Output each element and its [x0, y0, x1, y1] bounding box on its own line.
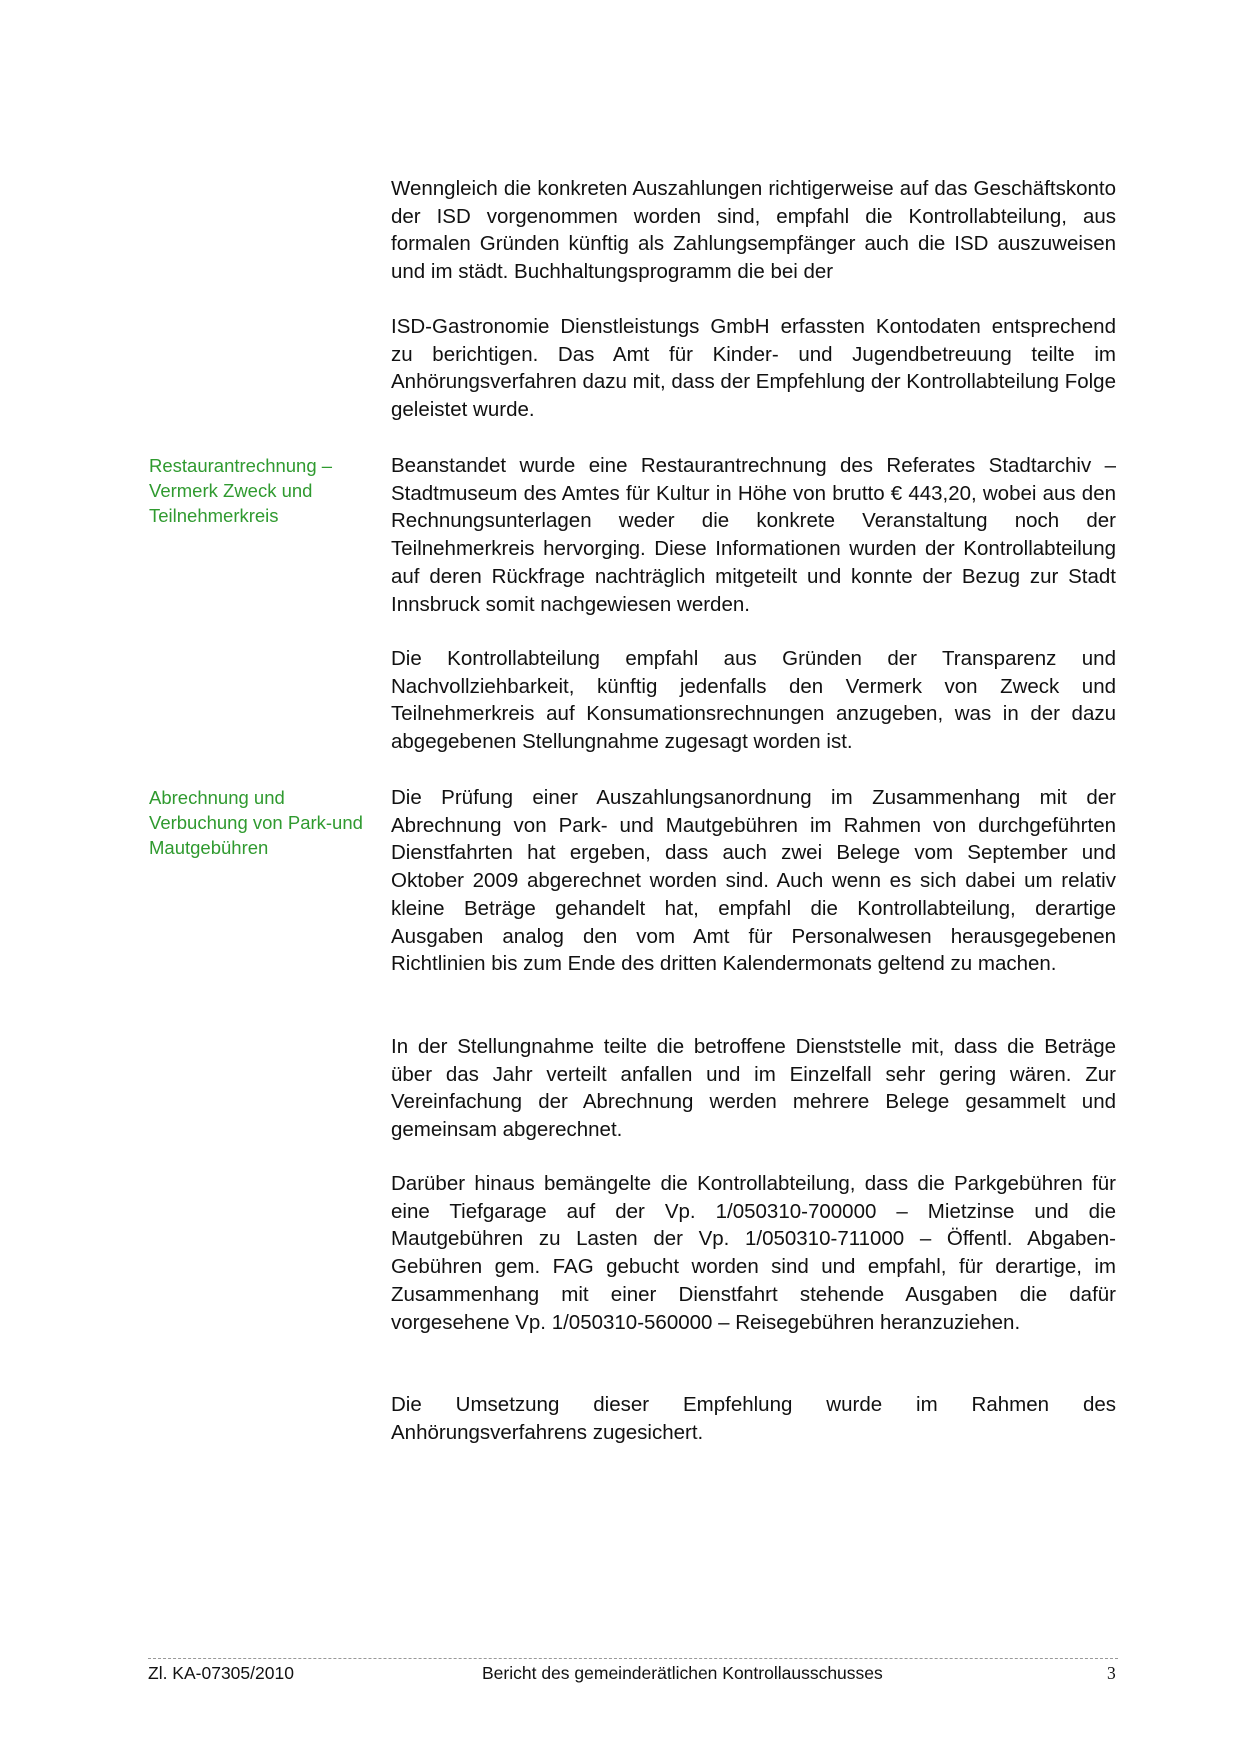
page-number: 3 — [1107, 1663, 1116, 1683]
paragraph: Beanstandet wurde eine Restaurantrechnung des Referates Stadtarchiv – Stadtmuseum des Amtes für Kultur in Höhe von brutto € 443,20, wobei aus den Rechnungsunterlagen weder die konkrete Veranstaltung noch der Teilnehmerkreis hervorging. Diese Informationen wurden der Kontrollabteilung auf deren Rückfrage nachträglich mitgeteilt und konnte der Bezug zur Stadt Innsbruck somit nachgewiesen werden. — [391, 454, 1116, 616]
paragraph: In der Stellungnahme teilte die betroffene Dienststelle mit, dass die Beträge über das Jahr verteilt anfallen und im Einzelfall sehr gering wären. Zur Vereinfachung der Abrechnung werden mehrere Belege gesammelt und gemeinsam abgerechnet. — [391, 1035, 1116, 1142]
side-heading-park-fees: Abrechnung und Verbuchung von Park-und Mautgebühren — [149, 787, 363, 858]
side-heading-restaurant: Restaurantrechnung – Vermerk Zweck und Teilnehmerkreis — [149, 455, 333, 526]
footer-divider — [148, 1658, 1118, 1659]
footer-reference: Zl. KA-07305/2010 — [148, 1663, 294, 1683]
paragraph: Die Prüfung einer Auszahlungsanordnung im Zusammenhang mit der Abrechnung von Park- und Mautgebühren im Rahmen von durchgeführten Dienstfahrten hat ergeben, dass auch zwei Belege vom September und Oktober 2009 abgerechnet worden sind. Auch wenn es sich dabei um relativ kleine Beträge gehandelt hat, empfahl die Kontrollabteilung, derartige Ausgaben analog den vom Amt für Personalwesen herausgegebenen Richtlinien bis zum Ende des dritten Kalendermonats geltend zu machen. — [391, 786, 1116, 976]
footer-title: Bericht des gemeinderätlichen Kontrollausschusses — [482, 1663, 883, 1683]
paragraph: Wenngleich die konkreten Auszahlungen richtigerweise auf das Geschäftskonto der ISD vorgenommen worden sind, empfahl die Kontrollabteilung, aus formalen Gründen künftig als Zahlungsempfänger auch die ISD auszuweisen und im städt. Buchhaltungsprogramm die bei der — [391, 177, 1116, 284]
paragraph: Die Umsetzung dieser Empfehlung wurde im Rahmen des Anhörungsverfahrens zugesichert. — [391, 1393, 1116, 1444]
paragraph: ISD-Gastronomie Dienstleistungs GmbH erfassten Kontodaten entsprechend zu berichtigen. Das Amt für Kinder- und Jugendbetreuung teilte im Anhörungsverfahren dazu mit, dass der Empfehlung der Kontrollabteilung Folge geleistet wurde. — [391, 315, 1116, 422]
paragraph: Die Kontrollabteilung empfahl aus Gründen der Transparenz und Nachvollziehbarkeit, künftig jedenfalls den Vermerk von Zweck und Teilnehmerkreis auf Konsumationsrechnungen anzugeben, was in der dazu abgegebenen Stellungnahme zugesagt worden ist. — [391, 647, 1116, 754]
paragraph: Darüber hinaus bemängelte die Kontrollabteilung, dass die Parkgebühren für eine Tiefgarage auf der Vp. 1/050310-700000 – Mietzinse und die Mautgebühren zu Lasten der Vp. 1/050310-711000 – Öffentl. Abgaben-Gebühren gem. FAG gebucht worden sind und empfahl, für derartige, im Zusammenhang mit einer Dienstfahrt stehende Ausgaben die dafür vorgesehene Vp. 1/050310-560000 – Reisegebühren heranzuziehen. — [391, 1172, 1116, 1334]
